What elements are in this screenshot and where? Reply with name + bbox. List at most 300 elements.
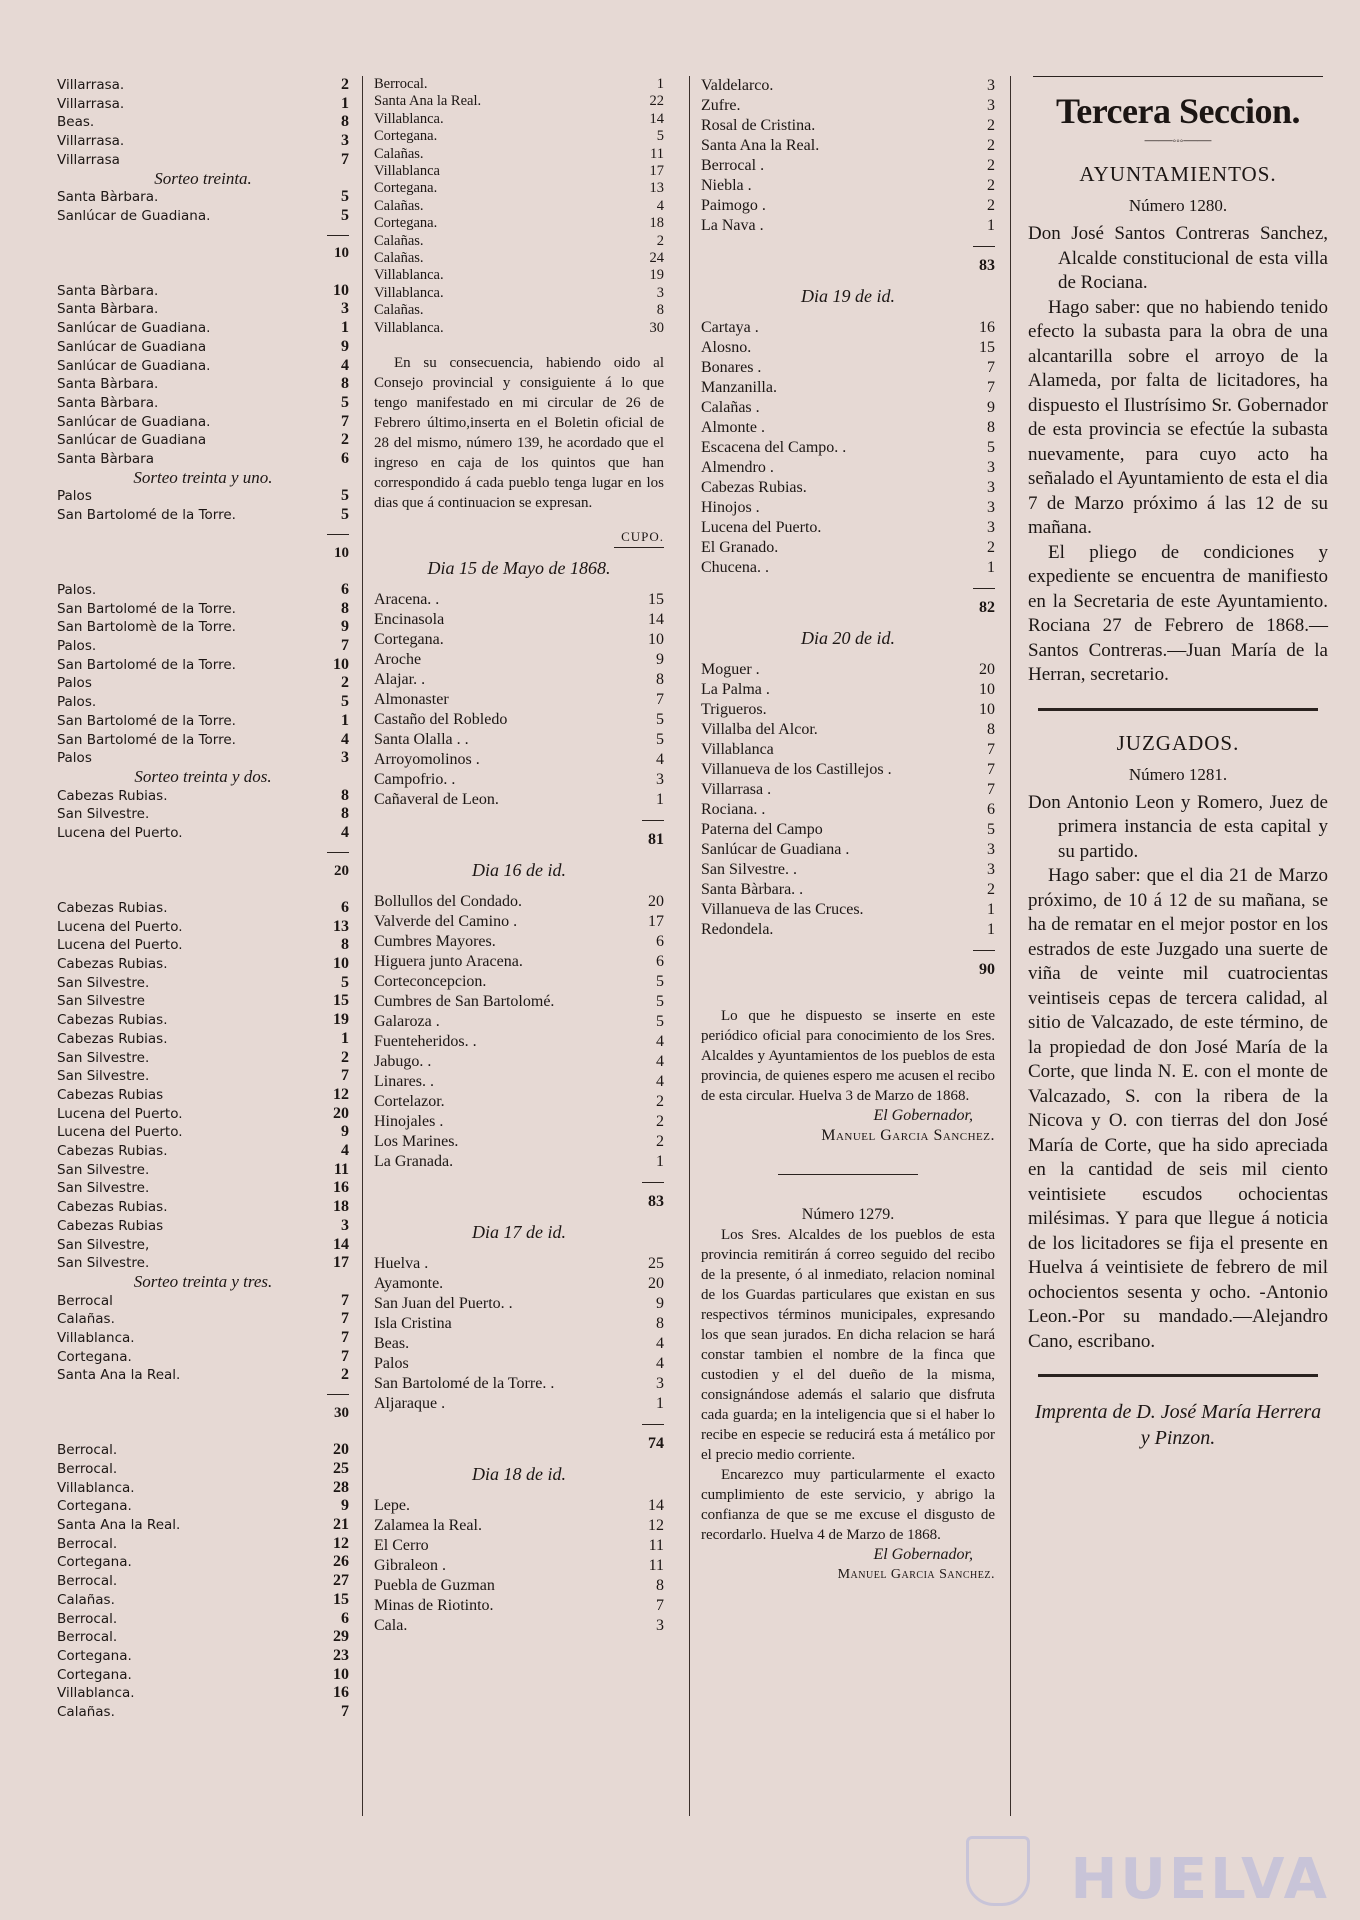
town-value: 3 xyxy=(656,1375,664,1393)
town-value: 12 xyxy=(333,1085,349,1103)
town-name: Villanueva de las Cruces. xyxy=(701,901,864,918)
town-value: 3 xyxy=(341,749,349,767)
town-name: Niebla . xyxy=(701,177,752,194)
list-item xyxy=(701,398,995,418)
town-name: Villablanca xyxy=(374,163,440,180)
town-value: 8 xyxy=(341,599,349,617)
town-value: 1 xyxy=(987,901,995,918)
town-name: Puebla de Guzman xyxy=(374,1577,495,1595)
juzgados-heading: JUZGADOS. xyxy=(1116,730,1240,755)
town-name: Isla Cristina xyxy=(374,1315,452,1333)
list-item xyxy=(701,900,995,920)
list-item xyxy=(374,770,664,790)
town-name: Bollullos del Condado. xyxy=(374,893,522,911)
town-name: Cabezas Rubias. xyxy=(701,479,807,496)
town-value: 20 xyxy=(333,1104,349,1122)
town-value: 6 xyxy=(656,953,664,971)
town-value: 10 xyxy=(648,631,664,649)
town-name: Alajar. . xyxy=(374,671,426,689)
list-item xyxy=(374,1596,664,1616)
notice-number: Número 1280. xyxy=(1128,196,1228,215)
town-value: 9 xyxy=(656,651,664,669)
list-item xyxy=(374,730,664,750)
town-name: Cortegana. xyxy=(57,1666,132,1683)
town-name: Villablanca xyxy=(701,741,774,758)
town-value: 30 xyxy=(649,319,664,336)
town-value: 4 xyxy=(656,1335,664,1353)
town-name: San Bartolomé de la Torre. xyxy=(57,600,236,617)
town-value: 6 xyxy=(656,933,664,951)
town-name: Valdelarco. xyxy=(701,77,774,94)
list-item xyxy=(57,113,349,132)
town-value: 3 xyxy=(656,1617,664,1635)
town-name: Lucena del Puerto. xyxy=(57,1124,183,1141)
list-item xyxy=(701,96,995,116)
town-value: 2 xyxy=(341,431,349,449)
town-value: 10 xyxy=(979,701,995,718)
list-item xyxy=(374,198,664,215)
list-item xyxy=(57,955,349,974)
list-item xyxy=(701,116,995,136)
list-item xyxy=(701,820,995,840)
list-item xyxy=(374,250,664,267)
town-name: Villablanca. xyxy=(57,1479,135,1496)
town-name: Palos xyxy=(57,750,92,767)
town-name: Calañas. xyxy=(374,302,424,319)
spacer xyxy=(57,1423,349,1442)
town-name: Sanlúcar de Guadiana. xyxy=(57,357,211,374)
town-value: 4 xyxy=(656,1053,664,1071)
sum-rule xyxy=(57,525,349,544)
town-name: Cumbres de San Bartolomé. xyxy=(374,993,555,1011)
notice-number: Número 1281. xyxy=(1128,764,1228,784)
list-item xyxy=(57,338,349,357)
town-name: Jabugo. . xyxy=(374,1053,432,1071)
list-item xyxy=(374,180,664,197)
town-name: Lucena del Puerto. xyxy=(57,918,183,935)
town-value: 21 xyxy=(333,1516,349,1534)
town-value: 2 xyxy=(987,157,995,174)
town-value: 10 xyxy=(333,955,349,972)
town-value: 7 xyxy=(987,761,995,778)
list-item xyxy=(57,805,349,824)
sum-rule xyxy=(701,578,995,598)
town-name: Ayamonte. xyxy=(374,1275,444,1293)
town-name: Beas. xyxy=(57,114,95,131)
town-name: Villarrasa. xyxy=(57,77,125,93)
town-name: Villablanca. xyxy=(374,284,444,301)
town-name: Calañas . xyxy=(701,399,760,416)
town-value: 1 xyxy=(987,217,995,234)
list-item xyxy=(374,912,664,932)
list-item xyxy=(57,132,349,151)
list-item xyxy=(57,1366,349,1385)
list-item xyxy=(57,1553,349,1572)
list-item xyxy=(57,1497,349,1516)
town-name: Cabezas Rubias xyxy=(57,1086,164,1103)
town-value: 10 xyxy=(333,281,349,299)
spacer xyxy=(57,880,349,899)
list-item xyxy=(374,1152,664,1172)
town-value: 7 xyxy=(656,691,664,709)
list-item xyxy=(374,1072,664,1092)
town-name: Paimogo . xyxy=(701,197,766,214)
list-item xyxy=(374,750,664,770)
town-name: Alosno. xyxy=(701,339,752,356)
town-name: Lucena del Puerto. xyxy=(57,937,183,954)
town-value: 3 xyxy=(987,77,995,94)
town-value: 8 xyxy=(987,419,995,436)
town-name: Villarrasa xyxy=(57,151,120,168)
list-item xyxy=(701,660,995,680)
list-item xyxy=(57,357,349,376)
town-name: Berrocal. xyxy=(374,76,428,92)
town-name: Linares. . xyxy=(374,1073,434,1091)
list-item xyxy=(374,630,664,650)
list-item xyxy=(374,1112,664,1132)
list-item xyxy=(57,1628,349,1647)
town-name: San Bartolomé de la Torre. xyxy=(57,712,236,729)
town-value: 1 xyxy=(341,711,349,729)
town-value: 9 xyxy=(341,1123,349,1141)
day-total: 81 xyxy=(648,831,664,849)
list-item xyxy=(701,338,995,358)
town-value: 11 xyxy=(648,1557,664,1575)
spacer xyxy=(57,263,349,282)
town-value: 4 xyxy=(656,1073,664,1091)
town-name: Santa Ana la Real. xyxy=(701,137,820,154)
list-item xyxy=(57,151,349,170)
town-value: 2 xyxy=(341,1048,349,1066)
archive-watermark: HUELVA xyxy=(1070,1847,1330,1912)
day-total: 90 xyxy=(979,961,995,978)
town-name: Villarrasa. xyxy=(57,95,125,112)
town-value: 15 xyxy=(979,339,995,356)
town-value: 17 xyxy=(333,1254,349,1272)
town-value: 13 xyxy=(333,917,349,935)
cupo-label: CUPO. xyxy=(621,529,664,545)
list-item xyxy=(701,156,995,176)
list-item xyxy=(57,282,349,301)
subtotal: 30 xyxy=(334,1404,349,1421)
town-name: Cortegana. xyxy=(374,128,438,145)
town-value: 9 xyxy=(341,337,349,355)
town-name: Villarrasa. xyxy=(57,133,125,150)
list-item xyxy=(374,215,664,232)
town-name: Bonares . xyxy=(701,359,762,376)
town-value: 1 xyxy=(656,1395,664,1413)
sum-rule xyxy=(374,810,664,830)
list-item xyxy=(374,1012,664,1032)
list-item xyxy=(57,1441,349,1460)
town-name: Aljaraque . xyxy=(374,1395,446,1413)
town-name: Rociana. . xyxy=(701,801,766,818)
subtotal: 10 xyxy=(334,544,349,561)
list-item xyxy=(57,974,349,993)
town-value: 19 xyxy=(333,1011,349,1029)
town-value: 25 xyxy=(333,1459,349,1477)
list-item xyxy=(374,1032,664,1052)
quota-column xyxy=(374,76,664,1636)
list-item xyxy=(57,375,349,394)
town-value: 16 xyxy=(979,319,995,336)
town-value: 3 xyxy=(987,479,995,496)
draft-list-column xyxy=(57,76,349,1722)
list-item xyxy=(374,267,664,284)
list-item xyxy=(701,720,995,740)
list-item xyxy=(701,196,995,216)
town-name: Cañaveral de Leon. xyxy=(374,791,499,809)
town-value: 5 xyxy=(656,711,664,729)
list-item xyxy=(57,674,349,693)
town-value: 13 xyxy=(649,180,664,197)
town-name: Cala. xyxy=(374,1617,408,1635)
town-name: Fuenteheridos. . xyxy=(374,1033,477,1051)
town-name: Campofrio. . xyxy=(374,771,456,789)
town-value: 12 xyxy=(333,1534,349,1552)
sum-rule xyxy=(701,940,995,960)
town-name: Cortegana. xyxy=(57,1648,132,1664)
sum-rule xyxy=(57,226,349,245)
town-name: Cortegana. xyxy=(374,215,438,232)
day-total: 82 xyxy=(979,599,995,616)
list-item xyxy=(374,1334,664,1354)
list-item xyxy=(57,394,349,413)
town-value: 2 xyxy=(987,539,995,556)
list-item xyxy=(57,1535,349,1554)
town-name: San Bartolomé de la Torre. xyxy=(57,507,236,524)
town-value: 9 xyxy=(341,1497,349,1515)
town-name: San Bartolomé de la Torre. xyxy=(57,656,236,673)
town-name: Santa Bàrbara. . xyxy=(701,881,804,898)
list-item xyxy=(57,319,349,338)
town-value: 9 xyxy=(341,618,349,636)
notice-paragraph: Los Sres. Alcaldes de los pueblos de esta provincia remitirán á correo seguido del recibo de la presente, ó al inmediato, relacion nominal de los Guardas particulares que existan en sus respectivos términos municipales, expresando los que sean jurados. En dicha relacion se hará constar tambien el nombre de la finca que custodien y el del dueño de la misma, consignándose además el salario que disfruta cada guarda; en la inteligencia que si el haber lo recibe en especie se reducirá esta á metálico por el precio medio corriente. xyxy=(701,1227,995,1463)
town-value: 29 xyxy=(333,1628,349,1646)
list-item xyxy=(374,790,664,810)
town-name: Lucena del Puerto. xyxy=(57,1105,183,1122)
spacer xyxy=(57,562,349,581)
town-value: 20 xyxy=(333,1441,349,1459)
list-item xyxy=(701,358,995,378)
town-value: 7 xyxy=(987,741,995,758)
town-value: 8 xyxy=(656,1315,664,1333)
town-value: 9 xyxy=(987,399,995,416)
town-name: Cabezas Rubias. xyxy=(57,899,168,916)
town-name: Sanlúcar de Guadiana . xyxy=(701,841,850,858)
town-value: 2 xyxy=(341,76,349,93)
notice-lead: Don Antonio Leon y Romero, Juez de primera instancia de esta capital y su partido. xyxy=(1028,791,1328,862)
list-item xyxy=(701,478,995,498)
list-item xyxy=(57,1198,349,1217)
list-item xyxy=(701,780,995,800)
list-item xyxy=(701,136,995,156)
list-item xyxy=(57,1161,349,1180)
town-name: Palos. xyxy=(57,638,97,655)
list-item xyxy=(374,1616,664,1636)
archive-shield-icon xyxy=(966,1836,1030,1906)
list-item xyxy=(57,992,349,1011)
town-value: 5 xyxy=(656,1013,664,1031)
town-value: 2 xyxy=(656,232,664,249)
town-name: San Silvestre. . xyxy=(701,861,797,878)
town-value: 24 xyxy=(649,250,664,267)
town-value: 11 xyxy=(648,1537,664,1555)
schedule-top-rows xyxy=(701,76,995,236)
town-name: Almonaster xyxy=(374,691,449,709)
town-value: 15 xyxy=(333,992,349,1010)
list-item xyxy=(374,1354,664,1374)
list-item xyxy=(57,1105,349,1124)
notice-paragraph: Hago saber: que el dia 21 de Marzo próximo, de 10 á 12 de su mañana, se ha de rematar en el mejor postor en los estrados de este Juzgado una suerte de viña de veinte mil cuatrocientas veintiseis cepas de tercera calidad, al sitio de Valcazado, de este término, de la propiedad de don José María de la Corte, que linda N. E. con el monte de Valcazado, S. con la ribera de la Nicova y O. con tierras del don José María de Corte, que ha sido apreciada en la cantidad de seis mil ciento veintisiete escudos ochocientas milésimas. Y para que llegue á noticia de los licitadores se fija el presente en Huelva á veintisiete de febrero de mil ochocientos sesenta y ocho. -Antonio Leon.-Por su mandado.—Alejandro Cano, escribano. xyxy=(1028,865,1328,1352)
town-name: Higuera junto Aracena. xyxy=(374,953,523,971)
town-value: 5 xyxy=(341,506,349,524)
town-value: 5 xyxy=(656,731,664,749)
list-item xyxy=(57,787,349,806)
town-name: Hinojales . xyxy=(374,1113,444,1131)
list-item xyxy=(57,76,349,95)
town-value: 20 xyxy=(979,661,995,678)
town-value: 12 xyxy=(648,1517,664,1535)
town-value: 16 xyxy=(333,1179,349,1197)
town-value: 2 xyxy=(987,137,995,154)
town-value: 8 xyxy=(656,1577,664,1595)
town-name: Berrocal . xyxy=(701,157,765,174)
list-item xyxy=(701,740,995,760)
list-item xyxy=(374,1274,664,1294)
schedule-days xyxy=(701,286,995,980)
list-item xyxy=(57,1142,349,1161)
town-value: 26 xyxy=(333,1553,349,1571)
town-name: San Silvestre. xyxy=(57,1161,150,1178)
list-item xyxy=(57,1067,349,1086)
list-item xyxy=(57,1610,349,1629)
signature-role: El Gobernador, xyxy=(873,1107,973,1124)
list-item xyxy=(57,450,349,469)
list-item xyxy=(701,680,995,700)
day-heading: Dia 16 de id. xyxy=(472,860,566,881)
town-name: Berrocal. xyxy=(57,1442,118,1459)
town-name: La Nava . xyxy=(701,217,764,234)
town-value: 8 xyxy=(341,805,349,823)
town-value: 1 xyxy=(341,1029,349,1047)
list-item xyxy=(57,656,349,675)
town-name: San Silvestre. xyxy=(57,1068,150,1085)
town-value: 5 xyxy=(987,821,995,838)
town-value: 17 xyxy=(649,163,664,180)
town-value: 2 xyxy=(656,1113,664,1131)
town-name: Manzanilla. xyxy=(701,379,777,396)
list-item xyxy=(701,760,995,780)
town-name: San Silvestre. xyxy=(57,806,150,823)
list-item xyxy=(57,1329,349,1348)
town-value: 7 xyxy=(341,412,349,430)
printer-credit: Imprenta de D. José María Herrera y Pinzon. xyxy=(1034,1401,1322,1449)
town-value: 8 xyxy=(341,375,349,393)
town-value: 10 xyxy=(333,1665,349,1683)
town-name: Villanueva de los Castillejos . xyxy=(701,761,892,778)
town-value: 3 xyxy=(341,300,349,318)
list-item xyxy=(701,498,995,518)
town-name: Santa Ana la Real. xyxy=(374,93,482,110)
list-item xyxy=(374,610,664,630)
town-value: 22 xyxy=(649,93,664,110)
town-name: Hinojos . xyxy=(701,499,760,516)
list-item xyxy=(374,710,664,730)
town-name: Almonte . xyxy=(701,419,765,436)
town-name: Aracena. . xyxy=(374,591,440,609)
town-value: 1 xyxy=(987,559,995,576)
town-value: 4 xyxy=(656,1355,664,1373)
town-value: 3 xyxy=(341,132,349,150)
town-name: Zufre. xyxy=(701,97,741,114)
town-name: Calañas. xyxy=(374,232,424,249)
town-name: Sanlúcar de Guadiana. xyxy=(57,413,211,430)
town-name: Calañas. xyxy=(374,197,424,214)
town-value: 14 xyxy=(649,110,664,127)
town-name: Santa Ana la Real. xyxy=(57,1367,181,1384)
subtotal: 20 xyxy=(334,862,349,879)
town-name: Calañas. xyxy=(57,1311,115,1328)
town-name: Corteconcepcion. xyxy=(374,973,487,991)
consequence-paragraph: En su consecuencia, habiendo oido al Consejo provincial y consiguiente á lo que tengo manifestado en mi circular de 26 de Febrero último,inserta en el Boletin oficial de 28 del mismo, número 139, he acordado que el ingreso en caja de los quintos que han correspondido á cada pueblo tenga lugar en los dias que á continuacion se expresan. xyxy=(374,355,664,512)
sum-rule xyxy=(57,843,349,862)
list-item xyxy=(57,1479,349,1498)
town-value: 5 xyxy=(656,128,664,145)
town-value: 3 xyxy=(341,1216,349,1234)
town-name: Lepe. xyxy=(374,1497,410,1515)
town-value: 19 xyxy=(649,267,664,284)
town-value: 14 xyxy=(333,1235,349,1253)
town-value: 2 xyxy=(987,197,995,214)
day-heading: Dia 18 de id. xyxy=(472,1464,566,1485)
town-value: 9 xyxy=(656,1295,664,1313)
town-name: Sanlúcar de Guadiana. xyxy=(57,207,211,224)
town-name: Villablanca. xyxy=(374,267,444,284)
list-item xyxy=(57,693,349,712)
list-item xyxy=(701,76,995,96)
town-value: 3 xyxy=(987,519,995,536)
list-item xyxy=(701,518,995,538)
list-item xyxy=(701,538,995,558)
town-value: 7 xyxy=(987,781,995,798)
list-item xyxy=(374,111,664,128)
draw-heading: Sorteo treinta y uno. xyxy=(133,467,273,487)
town-name: Santa Olalla . . xyxy=(374,731,469,749)
town-name: Galaroza . xyxy=(374,1013,440,1031)
town-name: Sanlúcar de Guadiana. xyxy=(57,320,211,337)
town-value: 8 xyxy=(656,302,664,319)
town-value: 5 xyxy=(341,393,349,411)
list-item xyxy=(57,1460,349,1479)
list-item xyxy=(374,1374,664,1394)
town-name: Santa Bàrbara xyxy=(57,451,155,468)
town-value: 7 xyxy=(656,1597,664,1615)
town-name: Encinasola xyxy=(374,611,445,629)
town-name: Calañas. xyxy=(57,1704,115,1721)
list-item xyxy=(374,320,664,337)
town-name: San Silvestre. xyxy=(57,1180,150,1197)
town-name: La Granada. xyxy=(374,1153,454,1171)
notice-lead: Don José Santos Contreras Sanchez, Alcalde constitucional de esta villa de Rociana. xyxy=(1028,223,1328,293)
list-item xyxy=(57,824,349,843)
list-item xyxy=(374,1556,664,1576)
list-item xyxy=(57,637,349,656)
town-name: Cortegana. xyxy=(57,1498,132,1515)
town-name: Villablanca. xyxy=(57,1330,135,1347)
list-item xyxy=(57,712,349,731)
list-item xyxy=(374,892,664,912)
